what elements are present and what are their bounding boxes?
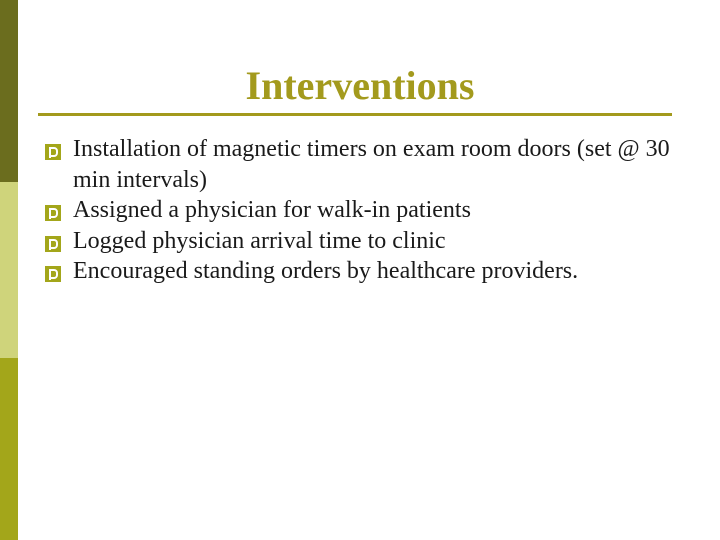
p-square-bullet-icon [45,205,61,221]
bullet-text: Assigned a physician for walk-in patients [73,197,471,223]
bullet-list [45,134,685,287]
bullet-text: Logged physician arrival time to clinic [73,227,446,254]
p-square-bullet-icon [45,236,61,252]
slide-title: Interventions [245,63,475,108]
p-square-bullet-icon [45,266,61,282]
bullet-text: Encouraged standing orders by healthcare providers. [73,258,579,284]
bullet-item [45,195,685,226]
title-underline [38,113,672,116]
bullet-item [45,256,685,287]
sidebar-accent [0,0,18,540]
sidebar-segment-light [0,182,18,358]
sidebar-segment-dark [0,0,18,182]
sidebar-segment-mid [0,358,18,540]
bullet-item [45,226,685,257]
bullet-text: Installation of magnetic timers on exam room doors (set @ 30 min intervals) [73,136,670,193]
p-square-bullet-icon [45,144,61,160]
bullet-item [45,134,685,195]
